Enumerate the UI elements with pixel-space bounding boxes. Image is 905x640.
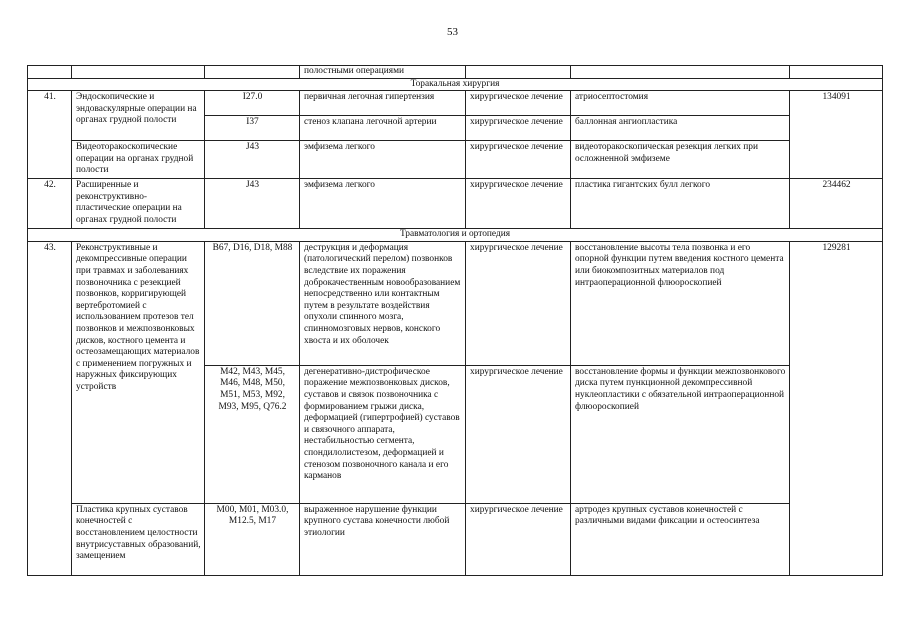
section-title-thoracic: Торакальная хирургия [28, 78, 883, 91]
table-row [28, 503, 883, 575]
treatment-method: восстановление высоты тела позвонка и его опорной функции путем введения костного цемента или биокомпозитных материалов под интраоперационной флюороскопией [571, 241, 790, 365]
cost-value: 234462 [790, 179, 883, 229]
cost-value: 129281 [790, 241, 883, 575]
patient-model: дегенеративно-дистрофическое поражение межпозвонковых дисков, суставов и связок позвоночника с формированием грыжи диска, деформацией (гипертрофией) суставов и связочного аппарата, нестабильностью сегмента, спондилолистезом, деформацией и стенозом позвоночного канала и его карманов [300, 365, 466, 503]
icd-code: J43 [205, 179, 300, 229]
cell-empty [28, 66, 72, 79]
page-number: 53 [447, 26, 458, 38]
patient-model: первичная легочная гипертензия [300, 91, 466, 116]
table-row [28, 91, 883, 116]
service-name: Видеоторакоскопические операции на органах грудной полости [72, 141, 205, 179]
treatment-method: артродез крупных суставов конечностей с различными видами фиксации и остеосинтеза [571, 503, 790, 575]
patient-model: эмфизема легкого [300, 179, 466, 229]
treatment-type: хирургическое лечение [466, 91, 571, 116]
cell-empty [466, 66, 571, 79]
row-number: 41. [28, 91, 72, 179]
treatment-type: хирургическое лечение [466, 179, 571, 229]
service-name: Расширенные и реконструктивно-пластические операции на органах грудной полости [72, 179, 205, 229]
treatment-type: хирургическое лечение [466, 241, 571, 365]
treatment-type: хирургическое лечение [466, 141, 571, 179]
cell-empty [790, 66, 883, 79]
service-name: Реконструктивные и декомпрессивные операции при травмах и заболеваниях позвоночника с резекцией позвонков, корригирующей вертебротомией с использованием протезов тел позвонков и межпозвонковых дисков, костного цемента и остеозамещающих материалов с применением погружных и наружных фиксирующих устройств [72, 241, 205, 503]
cost-value: 134091 [790, 91, 883, 179]
table-row [28, 179, 883, 229]
row-number: 42. [28, 179, 72, 229]
patient-model: стеноз клапана легочной артерии [300, 116, 466, 141]
service-name: Эндоскопические и эндоваскулярные операции на органах грудной полости [72, 91, 205, 141]
cell-empty [205, 66, 300, 79]
row-number: 43. [28, 241, 72, 575]
treatment-method: видеоторакоскопическая резекция легких при осложненной эмфиземе [571, 141, 790, 179]
continuation-text: полостными операциями [300, 66, 466, 79]
treatment-type: хирургическое лечение [466, 365, 571, 503]
cell-empty [571, 66, 790, 79]
section-row [28, 78, 883, 91]
icd-code: I37 [205, 116, 300, 141]
services-table [27, 65, 883, 576]
icd-code: M42, M43, M45, M46, M48, M50, M51, M53, M92, M93, M95, Q76.2 [205, 365, 300, 503]
service-name: Пластика крупных суставов конечностей с восстановлением целостности внутрисуставных образований, замещением [72, 503, 205, 575]
treatment-type: хирургическое лечение [466, 503, 571, 575]
patient-model: эмфизема легкого [300, 141, 466, 179]
treatment-method: восстановление формы и функции межпозвонкового диска путем пункционной декомпрессивной нуклеопластики с обязательной интраоперационной флюороскопией [571, 365, 790, 503]
table-row [28, 241, 883, 365]
treatment-type: хирургическое лечение [466, 116, 571, 141]
cell-empty [72, 66, 205, 79]
icd-code: B67, D16, D18, M88 [205, 241, 300, 365]
treatment-method: баллонная ангиопластика [571, 116, 790, 141]
treatment-method: атриосептостомия [571, 91, 790, 116]
section-row [28, 229, 883, 242]
icd-code: M00, M01, M03.0, M12.5, M17 [205, 503, 300, 575]
patient-model: выраженное нарушение функции крупного сустава конечности любой этиологии [300, 503, 466, 575]
icd-code: I27.0 [205, 91, 300, 116]
table-row [28, 141, 883, 179]
section-title-trauma: Травматология и ортопедия [28, 229, 883, 242]
icd-code: J43 [205, 141, 300, 179]
patient-model: деструкция и деформация (патологический перелом) позвонков вследствие их поражения доброкачественным новообразованием непосредственно или контактным путем в результате воздействия опухоли спинного мозга, спинномозговых нервов, конского хвоста и их оболочек [300, 241, 466, 365]
treatment-method: пластика гигантских булл легкого [571, 179, 790, 229]
continuation-row [28, 66, 883, 79]
